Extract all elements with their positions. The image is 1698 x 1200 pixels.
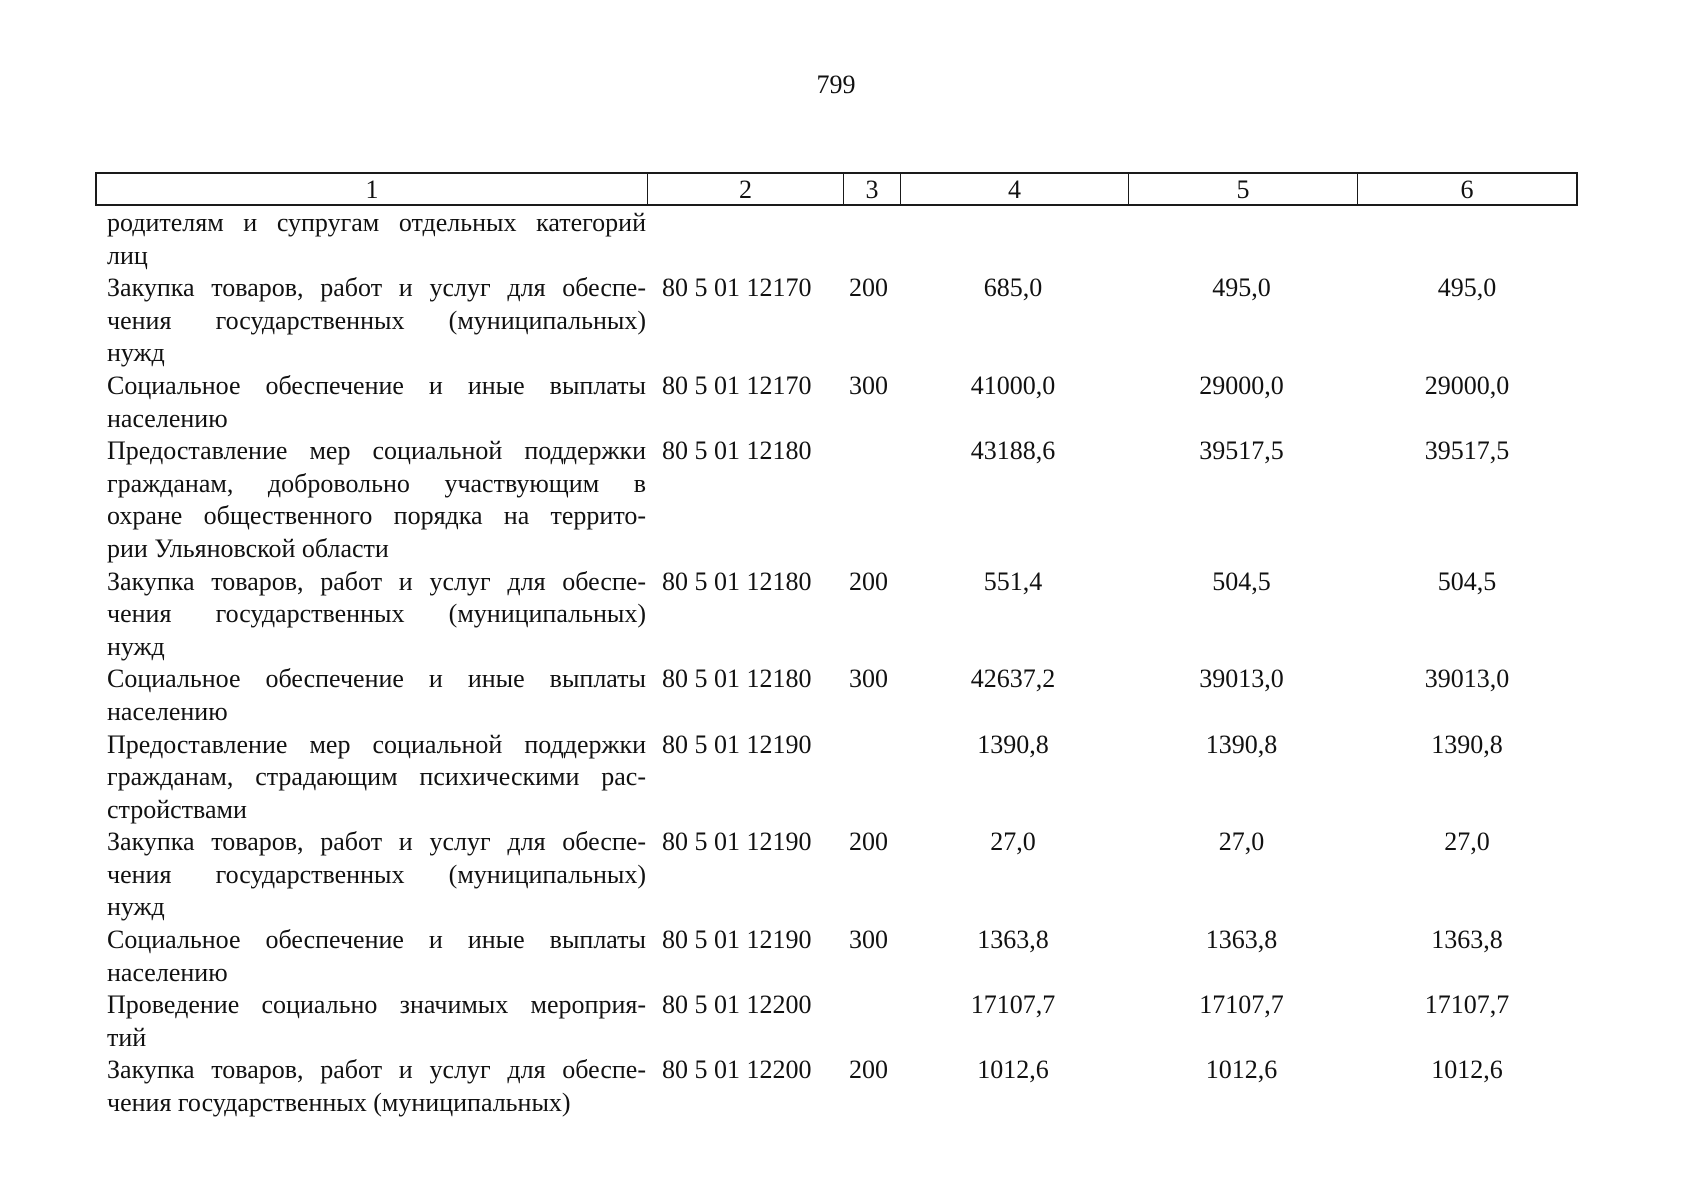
row-value-col5: 27,0 [1218,827,1265,857]
row-expense-type: 200 [849,566,888,596]
description-line: родителям и супругам отдельных категорий [107,208,646,237]
header-cell-2: 2 [648,174,844,204]
row-value-col5: 1012,6 [1205,1055,1278,1085]
description-line: Закупка товаров, работ и услуг для обеспе- [107,566,646,596]
row-value-col6: 1363,8 [1431,925,1503,955]
row-code: 80 5 01 12180 [662,436,812,466]
description-line: чения государственных (муниципальных) [107,599,646,629]
description-line: гражданам, страдающим психическими рас- [107,762,646,792]
description-line: населению [107,957,228,987]
row-value-col6: 504,5 [1437,566,1497,596]
row-expense-type: 200 [849,273,888,303]
row-description [95,435,646,565]
row-description [95,207,646,272]
row-description [95,1054,646,1119]
row-value-col5: 504,5 [1212,566,1271,596]
header-cell-4: 4 [901,174,1129,204]
row-expense-type: 300 [849,925,888,955]
row-expense-type: 300 [849,370,888,400]
row-value-col4: 17107,7 [970,990,1056,1020]
header-cell-5: 5 [1129,174,1358,204]
row-expense-type: 200 [849,1055,888,1085]
description-line: чения государственных (муниципальных) [107,1088,571,1118]
row-code [646,207,842,272]
row-value-col4: 42637,2 [970,664,1056,694]
header-cell-3: 3 [844,174,901,204]
row-value-col4: 27,0 [990,827,1036,857]
description-line: тий [107,1022,147,1052]
row-description [95,663,646,728]
table-row [95,663,1578,728]
row-description [95,566,646,664]
row-value-col4: 1363,8 [977,925,1049,955]
row-description [95,272,646,370]
table-row [95,272,1578,370]
row-code: 80 5 01 12190 [662,729,812,759]
row-value-col4: 1390,8 [977,729,1049,759]
description-line: Предоставление мер социальной поддержки [107,729,646,759]
description-line: населению [107,403,228,433]
description-line: лиц [107,240,148,270]
row-value-col6: 495,0 [1437,273,1497,303]
row-value-col6 [1356,207,1578,272]
row-code: 80 5 01 12200 [662,1055,812,1085]
description-line: рии Ульяновской области [107,533,389,563]
row-value-col6: 1390,8 [1431,729,1503,759]
row-value-col4: 1012,6 [977,1055,1049,1085]
row-description [95,826,646,924]
row-description [95,989,646,1054]
description-line: нужд [107,338,165,368]
description-line: Проведение социально значимых мероприя- [107,990,646,1020]
description-line: чения государственных (муниципальных) [107,305,646,335]
table-row [95,729,1578,827]
description-line: стройствами [107,794,247,824]
row-value-col6: 39013,0 [1424,664,1510,694]
row-expense-type: 300 [849,664,888,694]
description-line: Социальное обеспечение и иные выплаты [107,925,646,955]
row-code: 80 5 01 12180 [662,566,812,596]
row-value-col5: 17107,7 [1199,990,1284,1020]
description-line: Социальное обеспечение и иные выплаты [107,370,646,400]
row-value-col5: 29000,0 [1199,370,1284,400]
table-row [95,207,1578,272]
row-value-col6: 17107,7 [1424,990,1510,1020]
table-body [95,207,1578,1120]
row-value-col5 [1127,207,1356,272]
row-value-col6: 29000,0 [1424,370,1510,400]
row-expense-type [842,989,899,1054]
row-value-col4: 685,0 [983,273,1043,303]
description-line: гражданам, добровольно участвующим в [107,468,646,498]
description-line: Закупка товаров, работ и услуг для обеспе- [107,827,646,857]
table-row [95,924,1578,989]
row-code: 80 5 01 12170 [662,370,812,400]
row-value-col5: 1363,8 [1205,925,1278,955]
table-header [95,172,1578,206]
row-value-col5: 39013,0 [1199,664,1284,694]
description-line: нужд [107,631,165,661]
row-expense-type: 200 [849,827,888,857]
description-line: Закупка товаров, работ и услуг для обеспе- [107,1055,646,1085]
description-line: населению [107,696,228,726]
row-code: 80 5 01 12200 [662,990,812,1020]
row-value-col5: 495,0 [1212,273,1271,303]
page-number: 799 [816,70,856,99]
row-code: 80 5 01 12180 [662,664,812,694]
row-description [95,729,646,827]
description-line: чения государственных (муниципальных) [107,859,646,889]
table-row [95,826,1578,924]
row-value-col5: 39517,5 [1199,436,1284,466]
row-value-col4: 43188,6 [970,436,1056,466]
row-value-col6: 39517,5 [1424,436,1510,466]
header-cell-1: 1 [97,174,648,204]
table-row [95,435,1578,565]
table-row [95,566,1578,664]
description-line: Предоставление мер социальной поддержки [107,436,646,466]
row-value-col4: 551,4 [983,566,1043,596]
row-value-col6: 27,0 [1444,827,1490,857]
header-cell-6: 6 [1460,175,1474,204]
row-code: 80 5 01 12170 [662,273,812,303]
row-description [95,924,646,989]
row-description [95,370,646,435]
table-row [95,989,1578,1054]
description-line: Закупка товаров, работ и услуг для обеспе- [107,273,646,303]
row-value-col4: 41000,0 [970,370,1056,400]
table-row [95,1054,1578,1119]
table-row [95,370,1578,435]
row-expense-type [842,207,899,272]
description-line: охране общественного порядка на террито- [107,501,646,531]
row-value-col5: 1390,8 [1205,729,1278,759]
row-code: 80 5 01 12190 [662,925,812,955]
description-line: Социальное обеспечение и иные выплаты [107,664,646,694]
row-expense-type [842,729,899,827]
row-value-col6: 1012,6 [1431,1055,1503,1085]
row-value-col4 [899,207,1127,272]
row-code: 80 5 01 12190 [662,827,812,857]
description-line: нужд [107,892,165,922]
row-expense-type [842,435,899,565]
